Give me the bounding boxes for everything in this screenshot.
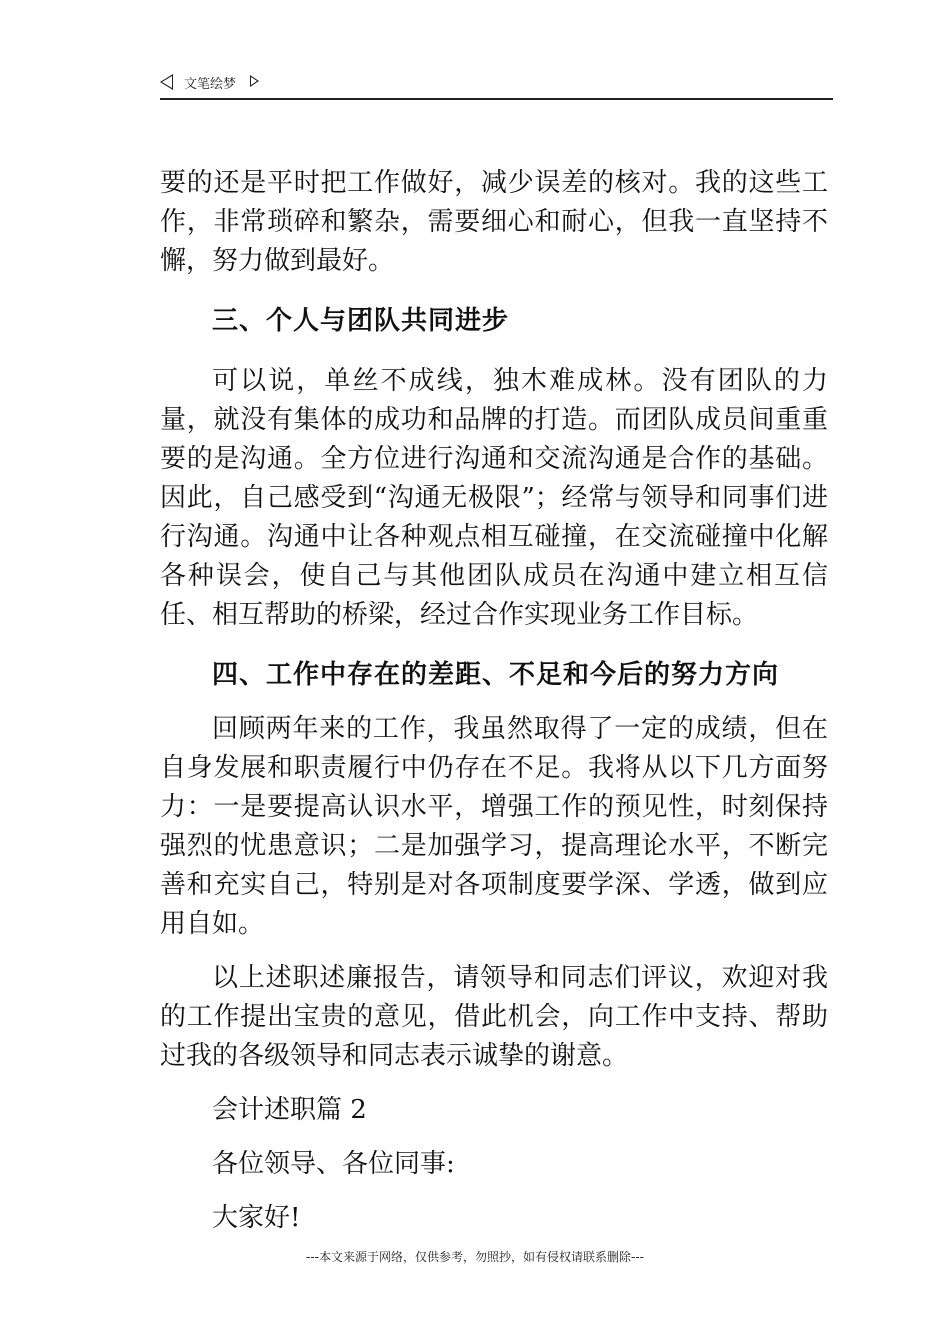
salutation: 各位领导、各位同事: [212, 1149, 455, 1179]
triangle-left-icon [160, 74, 173, 90]
triangle-right-icon [250, 75, 259, 87]
paragraph-closing: 以上述职述廉报告，请领导和同志们评议，欢迎对我的工作提出宝贵的意见，借此机会，向工作中支持、帮助过我的各级领导和同志表示诚挚的谢意。 [160, 963, 828, 1071]
page-footer-disclaimer: ---本文来源于网络，仅供参考，勿照抄，如有侵权请联系删除--- [306, 1250, 644, 1264]
section-heading-3: 三、个人与团队共同进步 [212, 306, 510, 336]
paragraph-continuation: 要的还是平时把工作做好，减少误差的核对。我的这些工作，非常琐碎和繁杂，需要细心和耐心，但我一直坚持不懈，努力做到最好。 [160, 168, 828, 276]
document-body [160, 164, 828, 1238]
section-heading-4: 四、工作中存在的差距、不足和今后的努力方向 [212, 660, 780, 690]
greeting: 大家好! [212, 1203, 301, 1233]
paragraph-teamwork: 可以说，单丝不成线，独木难成林。没有团队的力量，就没有集体的成功和品牌的打造。而团队成员间重重要的是沟通。全方位进行沟通和交流沟通是合作的基础。因此，自己感受到“沟通无极限”；经常与领导和同事们进行沟通。沟通中让各种观点相互碰撞，在交流碰撞中化解各种误会，使自己与其他团队成员在沟通中建立相互信任、相互帮助的桥梁，经过合作实现业务工作目标。 [160, 366, 828, 630]
header-brand: 文笔绘梦 [184, 77, 237, 92]
paragraph-improvement: 回顾两年来的工作，我虽然取得了一定的成绩，但在自身发展和职责履行中仍存在不足。我将从以下几方面努力：一是要提高认识水平，增强工作的预见性，时刻保持强烈的忧患意识；二是加强学习，提高理论水平，不断完善和充实自己，特别是对各项制度要学深、学透，做到应用自如。 [160, 714, 828, 939]
article-title-2: 会计述职篇 2 [212, 1095, 367, 1125]
page-header [160, 72, 833, 100]
